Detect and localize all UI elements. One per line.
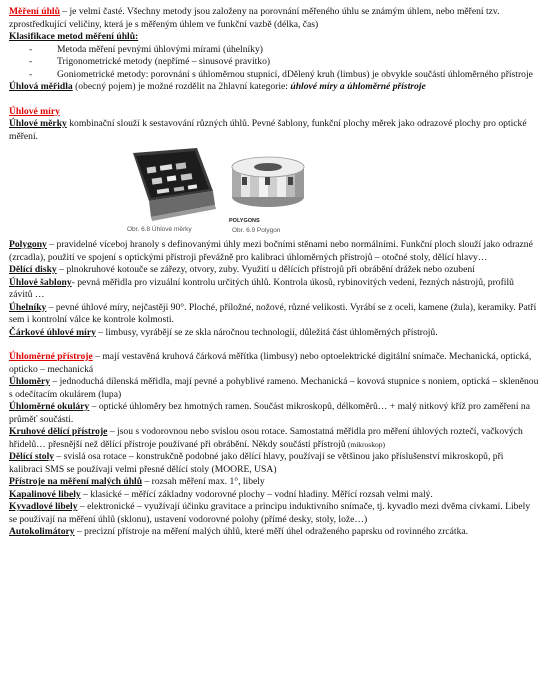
intro-paragraph — [9, 6, 539, 31]
autokolimatory-text: – precizní přístroje na měření malých úhlů, které měří úhel odraženého paprsku od rovinného zrcátka. — [74, 526, 469, 537]
polygony-paragraph — [9, 239, 539, 264]
disky-paragraph — [9, 264, 539, 277]
kapalinove-paragraph — [9, 489, 539, 502]
intro-text: – je velmi časté. Všechny metody jsou založeny na porovnání měřeného úhlu se známým úhlem, nebo měření tzv. zprostředkující veličiny, která je s měřeným úhlem ve funkční vazbě (délka, čas) — [9, 6, 500, 30]
carkove-paragraph — [9, 327, 539, 340]
uhlova-meridla-paragraph — [9, 81, 539, 94]
uhlomerne-pristroje-paragraph — [9, 351, 539, 376]
kruhove-note: (mikroskop) — [347, 439, 385, 449]
term-uhlova-meridla: Úhlová měřidla — [9, 81, 73, 92]
angle-gauge-block-figure — [119, 147, 219, 233]
sablony-text: - pevná měřidla pro vizuální kontrolu určitých úhlů. Kontrola úkosů, rybinovitých vedení, řezných nástrojů, profilů závitů … — [9, 276, 514, 300]
stoly-paragraph — [9, 451, 539, 476]
kyvadlove-text: – elektronické – využívají účinku gravitace a principu induktivního snímače, tj. kyvadlo mezi dvěma cívkami. Libely se používají na měření úhlů (sklonu), ustavení vodorovné polohy (přímé desky, stoly, lože…) — [9, 501, 531, 525]
disky-text: – plnokruhové kotouče se zářezy, otvory, zuby. Využití u dělících přístrojů při obrábění drážek nebo ozubení — [56, 264, 475, 275]
list-item: - Trigonometrické metody (nepřímé – sinusové pravítko) — [9, 56, 539, 69]
term-uhlove-merky: Úhlové měrky — [9, 118, 67, 129]
term-kruhove-delici-pristroje: Kruhové dělící přístroje — [9, 426, 108, 437]
heading-uhlove-miry: Úhlové míry — [9, 105, 60, 117]
term-kapalinove-libely: Kapalinové libely — [9, 488, 81, 500]
sablony-paragraph — [9, 277, 539, 302]
uhlomery-paragraph — [9, 376, 539, 401]
document-page — [9, 6, 539, 539]
term-male-uhly: Přístroje na měření malých úhlů — [9, 476, 143, 487]
classification-heading: Klasifikace metod měření úhlů: — [9, 31, 139, 42]
list-item: - Goniometrické metody: porovnání s úhloměrnou stupnicí, dDělený kruh (limbus) je obvykle součástí úhloměrného přístroje — [9, 69, 539, 82]
heading-uhlomerne-pristroje: Úhloměrné přístroje — [9, 351, 93, 362]
term-uhlomerne-okulary: Úhloměrné okuláry — [9, 401, 90, 412]
term-delici-stoly: Dělící stoly — [9, 451, 55, 462]
kyvadlove-paragraph — [9, 501, 539, 526]
autokolimatory-paragraph — [9, 526, 539, 539]
male-uhly-text: – rozsah měření max. 1°, libely — [142, 476, 265, 487]
term-delici-disky: Dělící disky — [9, 264, 57, 275]
figure-6-9-caption: Obr. 6.9 Polygon — [232, 227, 281, 234]
polygon-figure — [224, 147, 312, 233]
stoly-text: – svislá osa rotace – konstrukčně podobné jako dělící hlavy, používají se většinou jako příslušenství mikroskopů, při kalibraci SMS se používají velmi přesné dělící stoly (MOORE, USA) — [9, 451, 504, 475]
term-autokolimatory: Autokolimátory — [9, 526, 75, 537]
okulary-text: – optické úhloměry bez hmotných ramen. Součást mikroskopů, délkoměrů… + malý nitkový kříž pro zaměření na průměť součásti. — [9, 401, 530, 425]
figures-row — [9, 147, 539, 233]
merky-paragraph — [9, 118, 539, 143]
term-uhlomery: Úhloměry — [9, 376, 51, 387]
kruhove-text: – jsou s vodorovnou nebo svislou osou rotace. Samostatná měřidla pro měření úhlových roztečí, vačkových hřídelů… přesnější než dělící přístroje používané při obrábění. Někdy součástí přístrojů — [9, 426, 523, 450]
male-uhly-paragraph — [9, 476, 539, 489]
gauge-case-image — [119, 147, 219, 223]
term-carkove-miry: Čárkové úhlové míry — [9, 326, 96, 338]
list-item: - Metoda měření pevnými úhlovými mírami (úhelníky) — [9, 44, 539, 57]
uhlomerne-intro-text: – mají vestavěná kruhová čárková měřítka (limbusy) nebo optoelektrické digitální snímače. Mechanická, optická, opticko – mechanická — [9, 351, 532, 375]
term-polygony: Polygony — [9, 239, 47, 250]
term-uhlove-sablony: Úhlové šablony — [9, 276, 72, 288]
uhlova-categories: úhlové míry a úhloměrné přístroje — [290, 81, 426, 92]
uhelniky-text: – pevné úhlové míry, nejčastěji 90°. Ploché, příložné, nožové, různé velikosti. Vyrábí se z oceli, kamene (žula), keramiky. Patří sem i kontrolní válce ke kontrole kolmosti. — [9, 301, 537, 325]
uhelniky-paragraph — [9, 302, 539, 327]
uhlomery-text: – jednoduchá dílenská měřidla, mají pevné a pohyblivé rameno. Mechanická – kovová stupnice s noniem, optická – skleněnou s odečítacím okulárem (lupa) — [9, 376, 539, 400]
figure-6-8-caption: Obr. 6.8 Úhlové měrky — [127, 226, 192, 233]
term-mereni-uhlu: Měření úhlů — [9, 6, 60, 17]
okulary-paragraph — [9, 401, 539, 426]
kapalinove-text: – klasické – měřící základny vodorovné plochy – vodní hladiny. Měřící rozsah velmi malý. — [80, 488, 433, 500]
kruhove-paragraph — [9, 426, 539, 451]
polygony-text: – pravidelné víceboj hranoly s definovanými úhly mezi bočními stěnami nebo normálními. Funkční ploch slouží jako odrazné (zrcadla), použití ve spojení s optickými přístroji převážně pro kalibraci úhloměrných přístrojů – otočné stoly, dělící hlavy… — [9, 239, 533, 263]
term-kyvadlove-libely: Kyvadlové libely — [9, 501, 78, 512]
term-uhelniky: Úhelníky — [9, 301, 47, 313]
carkove-text: – limbusy, vyrábějí se ze skla náročnou technologií, důležitá část úhloměrných přístrojů. — [95, 326, 438, 338]
polygons-label: POLYGONS — [229, 218, 260, 224]
uhlova-text: (obecný pojem) je možné rozdělit na 2hlavní kategorie: — [72, 81, 291, 92]
merky-text: kombinační slouží k sestavování různých úhlů. Pevné šablony, funkční plochy měrek jako odrazové plochy pro optické měření. — [9, 118, 527, 142]
methods-list — [9, 44, 539, 82]
polygon-image — [224, 147, 312, 215]
